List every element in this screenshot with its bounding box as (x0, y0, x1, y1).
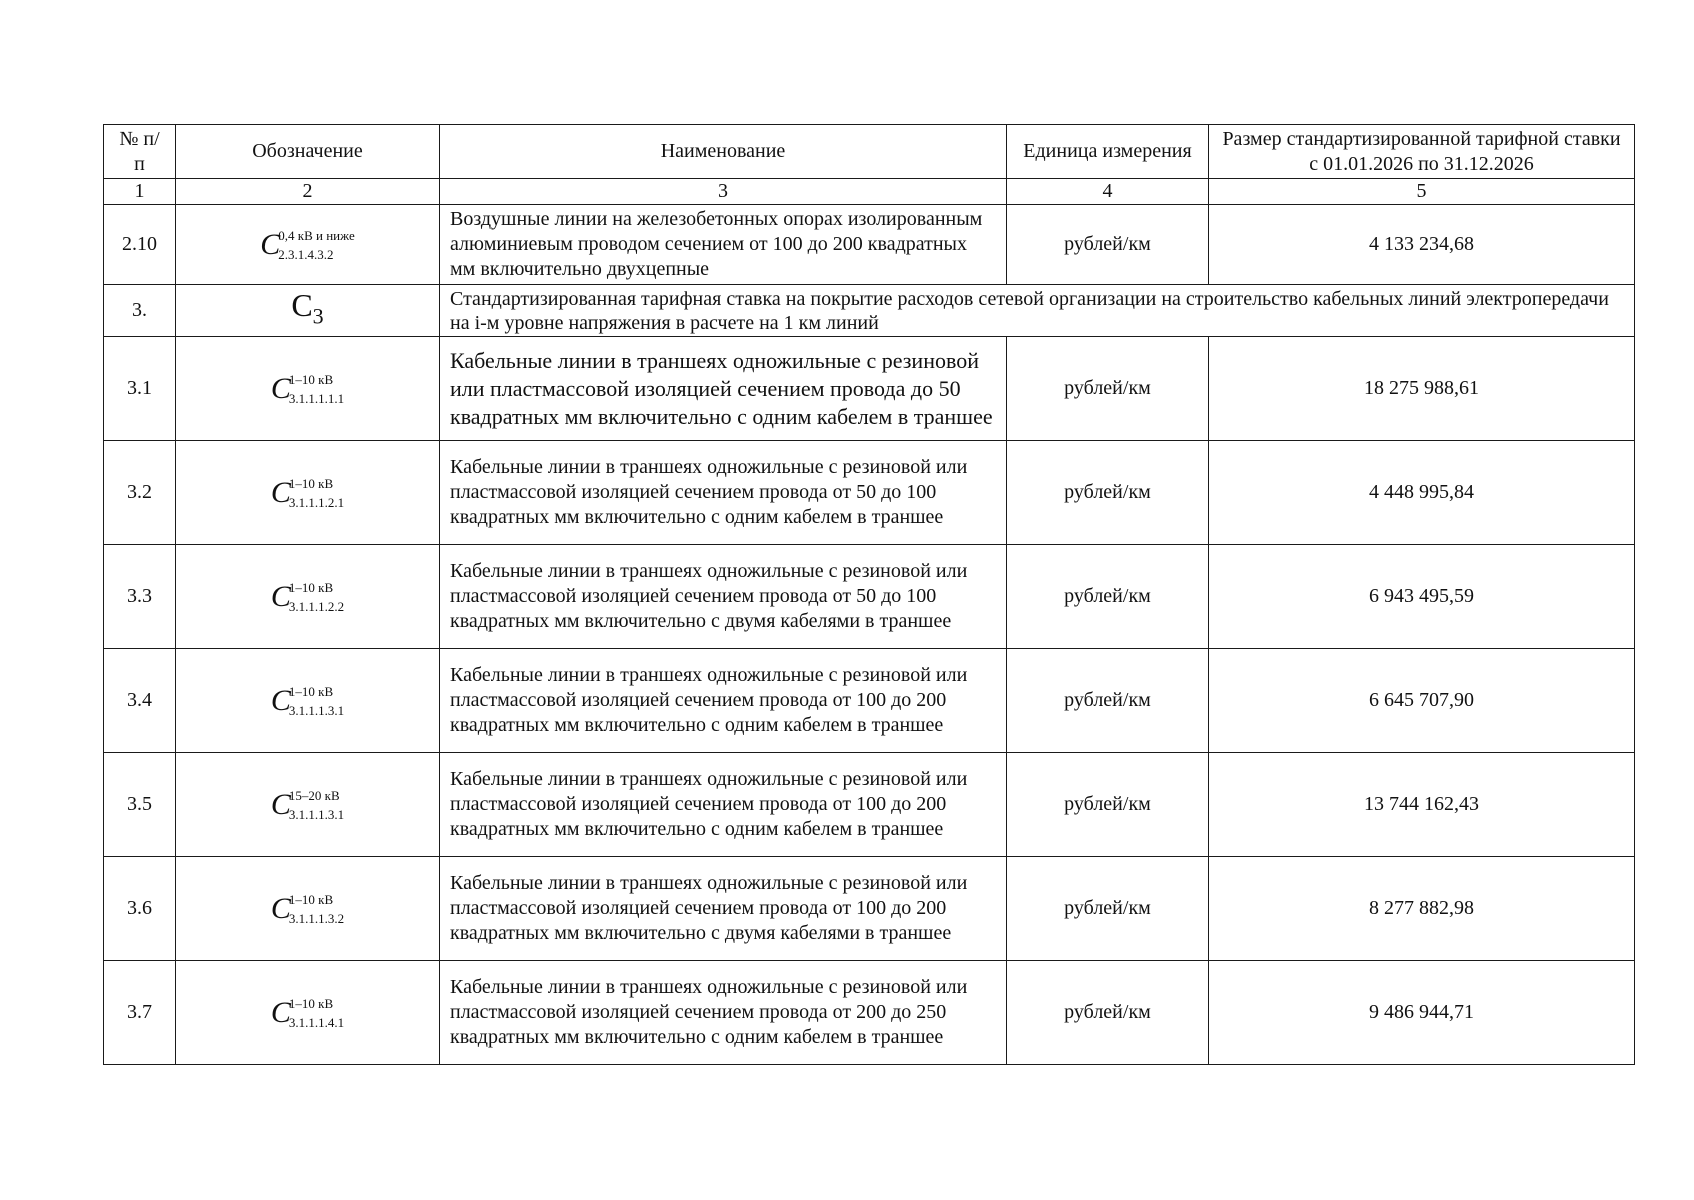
row-unit: рублей/км (1007, 857, 1209, 961)
symbol-base: C (270, 371, 291, 405)
row-number: 3.6 (104, 857, 176, 961)
symbol-base: C (270, 475, 291, 509)
row-value: 9 486 944,71 (1209, 961, 1635, 1065)
row-name: Кабельные линии в траншеях одножильные с резиновой или пластмассовой изоляцией сечением провода от 100 до 200 квадратных мм включительно с двумя кабелями в траншее (440, 857, 1007, 961)
row-value: 6 943 495,59 (1209, 545, 1635, 649)
table-row (104, 337, 1635, 441)
column-index: 4 (1007, 179, 1209, 205)
tariff-symbol (270, 683, 345, 718)
symbol-subscript: 2.3.1.4.3.2 (278, 246, 334, 262)
row-value: 13 744 162,43 (1209, 753, 1635, 857)
symbol-subscript: 3.1.1.1.3.1 (288, 806, 345, 822)
tariff-symbol (270, 891, 345, 926)
table-row (104, 649, 1635, 753)
symbol-base: C (291, 286, 313, 323)
section-row (104, 285, 1635, 337)
row-symbol (176, 441, 440, 545)
row-name: Кабельные линии в траншеях одножильные с резиновой или пластмассовой изоляцией сечением провода от 200 до 250 квадратных мм включительно с одним кабелем в траншее (440, 961, 1007, 1065)
row-value: 18 275 988,61 (1209, 337, 1635, 441)
row-number: 3.3 (104, 545, 176, 649)
column-index: 3 (440, 179, 1007, 205)
row-name: Кабельные линии в траншеях одножильные с резиновой или пластмассовой изоляцией сечением провода до 50 квадратных мм включительно с одним кабелем в траншее (440, 337, 1007, 441)
row-number: 3. (104, 285, 176, 337)
row-value: 4 448 995,84 (1209, 441, 1635, 545)
header-row (104, 125, 1635, 179)
symbol-superscript: 1–10 кВ (288, 995, 334, 1011)
symbol-subscript: 3.1.1.1.3.1 (288, 702, 345, 718)
section-description: Стандартизированная тарифная ставка на покрытие расходов сетевой организации на строительство кабельных линий электропередачи на i-м уровне напряжения в расчете на 1 км линий (440, 285, 1635, 337)
tariff-symbol (270, 371, 345, 406)
tariff-symbol (270, 995, 345, 1030)
symbol-base: C (270, 995, 291, 1029)
row-unit: рублей/км (1007, 337, 1209, 441)
row-symbol (176, 649, 440, 753)
row-symbol (176, 337, 440, 441)
symbol-superscript: 15–20 кВ (288, 787, 340, 803)
row-symbol (176, 753, 440, 857)
row-symbol (176, 285, 440, 337)
symbol-superscript: 1–10 кВ (288, 475, 334, 491)
row-symbol (176, 545, 440, 649)
symbol-subscript: 3.1.1.1.3.2 (288, 910, 345, 926)
table-row (104, 857, 1635, 961)
symbol-subscript: 3.1.1.1.2.1 (288, 494, 345, 510)
column-index: 5 (1209, 179, 1635, 205)
row-name: Кабельные линии в траншеях одножильные с резиновой или пластмассовой изоляцией сечением провода от 100 до 200 квадратных мм включительно с одним кабелем в траншее (440, 649, 1007, 753)
symbol-superscript: 1–10 кВ (288, 579, 334, 595)
table-row (104, 205, 1635, 285)
symbol-base: C (270, 891, 291, 925)
symbol-subscript: 3 (312, 303, 324, 329)
header-symbol: Обозначение (176, 125, 440, 179)
symbol-subscript: 3.1.1.1.1.1 (288, 390, 345, 406)
row-unit: рублей/км (1007, 649, 1209, 753)
row-number: 3.2 (104, 441, 176, 545)
row-name: Кабельные линии в траншеях одножильные с резиновой или пластмассовой изоляцией сечением провода от 50 до 100 квадратных мм включительно с двумя кабелями в траншее (440, 545, 1007, 649)
header-rate: Размер стандартизированной тарифной ставки с 01.01.2026 по 31.12.2026 (1209, 125, 1635, 179)
symbol-base: C (260, 227, 281, 261)
header-unit: Единица измерения (1007, 125, 1209, 179)
symbol-superscript: 1–10 кВ (288, 891, 334, 907)
row-symbol (176, 857, 440, 961)
row-number: 3.5 (104, 753, 176, 857)
table-row (104, 545, 1635, 649)
row-unit: рублей/км (1007, 441, 1209, 545)
row-symbol (176, 961, 440, 1065)
row-unit: рублей/км (1007, 753, 1209, 857)
row-number: 3.4 (104, 649, 176, 753)
column-index: 2 (176, 179, 440, 205)
tariff-symbol (270, 475, 345, 510)
symbol-base: C (270, 579, 291, 613)
row-number: 3.7 (104, 961, 176, 1065)
column-index-row (104, 179, 1635, 205)
symbol-superscript: 0,4 кВ и ниже (278, 227, 355, 243)
row-unit: рублей/км (1007, 545, 1209, 649)
row-unit: рублей/км (1007, 205, 1209, 285)
tariff-symbol (260, 227, 355, 262)
row-name: Кабельные линии в траншеях одножильные с резиновой или пластмассовой изоляцией сечением провода от 100 до 200 квадратных мм включительно с одним кабелем в траншее (440, 753, 1007, 857)
row-number: 3.1 (104, 337, 176, 441)
table-row (104, 961, 1635, 1065)
table-row (104, 753, 1635, 857)
symbol-subscript: 3.1.1.1.4.1 (288, 1014, 345, 1030)
row-value: 6 645 707,90 (1209, 649, 1635, 753)
symbol-base: C (270, 683, 291, 717)
row-name: Кабельные линии в траншеях одножильные с резиновой или пластмассовой изоляцией сечением провода от 50 до 100 квадратных мм включительно с одним кабелем в траншее (440, 441, 1007, 545)
row-value: 8 277 882,98 (1209, 857, 1635, 961)
row-unit: рублей/км (1007, 961, 1209, 1065)
table-row (104, 441, 1635, 545)
tariff-symbol (270, 787, 345, 822)
symbol-superscript: 1–10 кВ (288, 371, 334, 387)
tariff-symbol (270, 579, 345, 614)
symbol-base: C (270, 787, 291, 821)
symbol-subscript: 3.1.1.1.2.2 (288, 598, 345, 614)
tariff-table (103, 124, 1635, 1065)
row-name: Воздушные линии на железобетонных опорах изолированным алюминиевым проводом сечением от 100 до 200 квадратных мм включительно двухцепные (440, 205, 1007, 285)
header-num: № п/п (104, 125, 176, 179)
row-number: 2.10 (104, 205, 176, 285)
row-symbol (176, 205, 440, 285)
row-value: 4 133 234,68 (1209, 205, 1635, 285)
section-symbol (291, 286, 324, 329)
column-index: 1 (104, 179, 176, 205)
header-name: Наименование (440, 125, 1007, 179)
symbol-superscript: 1–10 кВ (288, 683, 334, 699)
